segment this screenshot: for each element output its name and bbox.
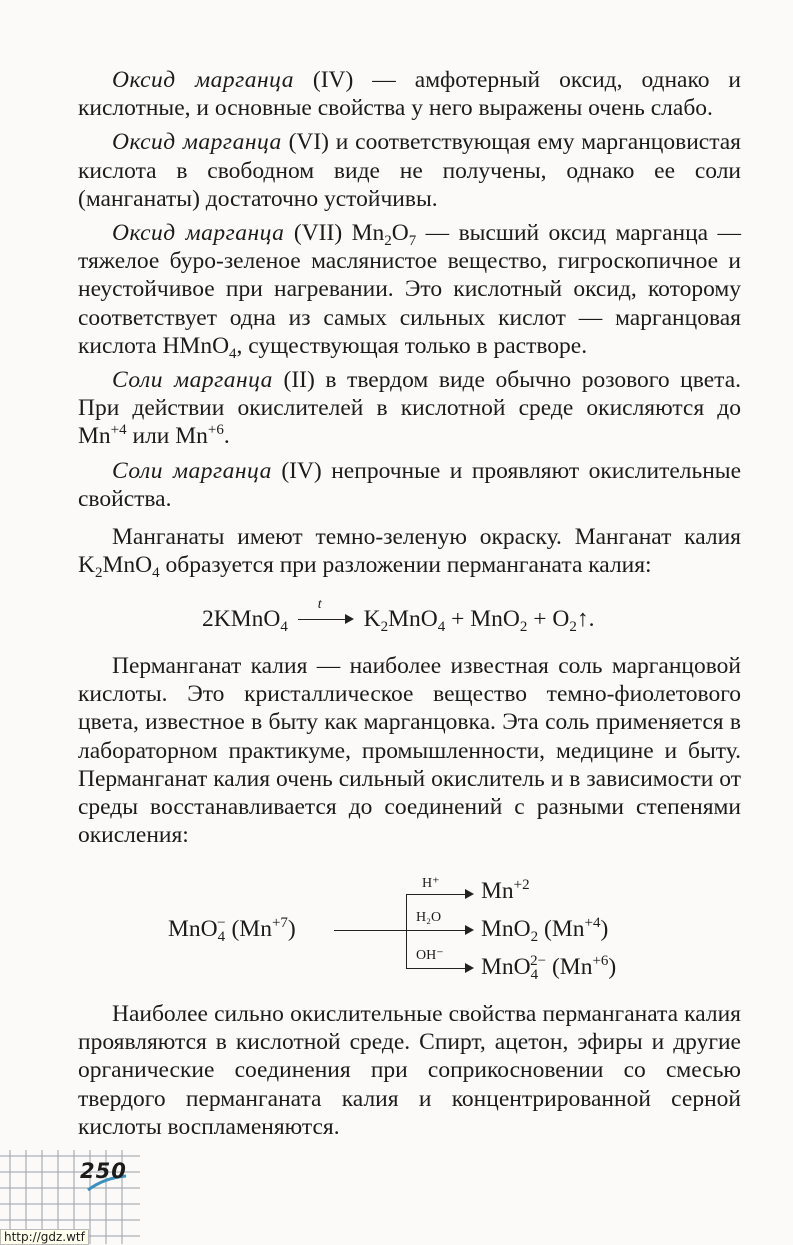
subscript: 4 bbox=[437, 619, 446, 635]
scheme-branch-vertical bbox=[406, 894, 407, 968]
formula: + O bbox=[527, 606, 570, 632]
superscript: − bbox=[217, 915, 226, 931]
formula: MnO bbox=[168, 916, 218, 942]
term: Оксид марганца bbox=[112, 220, 285, 247]
paragraph-text: Наиболее сильно окислительные свойства перманганата калия проявляются в кислотной среде. Спирт, ацетон, эфиры и другие органические соединения при соприкосновении со смесью твердого перманганата калия и концентрированной серной кислоты воспламеняются. bbox=[78, 1001, 741, 1140]
superscript: +4 bbox=[110, 422, 127, 439]
label-acidic: H⁺ bbox=[422, 876, 440, 891]
paragraph-mn-oxide-vii bbox=[78, 219, 741, 360]
paragraph-text: Манганаты имеют темно-зеленую окраску. Манганат калия K bbox=[78, 524, 741, 579]
subscript: 4 bbox=[280, 619, 288, 635]
formula: (Mn bbox=[225, 916, 272, 942]
paragraph-text: O bbox=[391, 220, 409, 247]
formula: MnO bbox=[481, 916, 531, 942]
subscript: 2 bbox=[519, 619, 528, 635]
text-block-bottom bbox=[78, 1000, 741, 1147]
text-block-middle bbox=[78, 652, 741, 855]
paragraph-text: (VI) и соответствующая ему марганцовистая кислота в свободном виде не получены, однако ее соли (манганаты) достаточно устойчивы. bbox=[78, 129, 741, 212]
formula: ) bbox=[287, 916, 296, 942]
page-number: 250 bbox=[80, 1159, 127, 1183]
formula: ) bbox=[608, 954, 617, 980]
scheme-branch-bottom bbox=[406, 968, 466, 969]
paragraph-text: (VII) Mn bbox=[284, 220, 385, 247]
term: Соли марганца bbox=[112, 367, 273, 394]
paragraph-text: . bbox=[223, 423, 230, 450]
arrow-head-icon bbox=[465, 925, 474, 935]
paragraph-mn-salts-iv bbox=[78, 457, 741, 513]
term: Соли марганца bbox=[112, 457, 272, 484]
subscript: 7 bbox=[408, 233, 417, 250]
formula: MnO bbox=[388, 606, 438, 632]
paragraph-mn-salts-ii bbox=[78, 366, 741, 451]
scheme-branch-middle bbox=[406, 930, 466, 931]
reaction-arrow bbox=[298, 597, 354, 626]
paragraph-text: , существующая только в растворе. bbox=[236, 332, 588, 359]
superscript: +6 bbox=[592, 953, 609, 969]
arrow-head-icon bbox=[345, 614, 354, 624]
formula: ) bbox=[600, 916, 609, 942]
paragraph-text: или Mn bbox=[126, 423, 208, 450]
subscript: 4 bbox=[229, 345, 237, 362]
paragraph-text: образуется при разложении перманганата калия: bbox=[159, 552, 652, 579]
formula: (Mn bbox=[538, 916, 585, 942]
term: Оксид марганца bbox=[112, 67, 294, 93]
superscript: +2 bbox=[513, 877, 530, 893]
subscript: 4 bbox=[217, 929, 226, 945]
superscript: 2− bbox=[530, 953, 547, 969]
label-basic: OH⁻ bbox=[416, 948, 444, 963]
superscript: +6 bbox=[207, 422, 224, 439]
paragraph-text: — высший оксид марганца — тяжелое буро-зеленое маслянистое вещество, гигроскопичное и неустойчивое при нагревании. Это кислотный оксид, которому соответствует одна из самых сильных кислот — марганцовая кислота HMnO bbox=[78, 220, 742, 359]
formula: + MnO bbox=[445, 606, 520, 632]
product-mno2 bbox=[481, 916, 608, 943]
scheme-branch-top bbox=[406, 894, 466, 895]
formula: 2KMnO bbox=[202, 606, 281, 632]
paragraph-text: (IV) — амфотерный оксид, однако и кислотные, и основные свойства у него выражены очень слабо. bbox=[78, 67, 741, 122]
paragraph-oxidizing-acidic bbox=[78, 1000, 741, 1141]
scheme-main-line bbox=[334, 930, 406, 931]
reduction-scheme bbox=[168, 872, 668, 982]
subscript: 2 bbox=[569, 619, 577, 635]
paragraph-mn-oxide-iv bbox=[78, 66, 741, 122]
text-block-top bbox=[78, 66, 741, 585]
paragraph-text: MnO bbox=[102, 552, 153, 579]
arrow-head-icon bbox=[465, 889, 474, 899]
arrow-head-icon bbox=[465, 963, 474, 973]
scheme-source bbox=[168, 916, 296, 943]
formula: (Mn bbox=[546, 954, 593, 980]
decomposition-equation bbox=[202, 597, 595, 635]
paragraph-manganates bbox=[78, 523, 741, 582]
paragraph-text: (IV) непрочные и проявляют окислительные свойства. bbox=[78, 457, 742, 512]
formula: Mn bbox=[481, 878, 514, 904]
paragraph-text: Перманганат калия — наиболее известная соль марганцовой кислоты. Это кристаллическое вещество темно-фиолетового цвета, известное в быту как марганцовка. Эта соль применяется в лабораторном практикуме, промышленности, медицине и быту. Перманганат калия очень сильный окислитель и в зависимости от среды восстанавливается до соединений с разными степенями окисления: bbox=[78, 653, 741, 849]
subscript: 4 bbox=[530, 967, 539, 983]
subscript: 2 bbox=[530, 929, 539, 945]
subscript: 2 bbox=[94, 565, 103, 582]
subscript: 2 bbox=[384, 233, 392, 250]
arrow-condition: t bbox=[317, 597, 322, 612]
subscript: 4 bbox=[152, 565, 160, 582]
arrow-shaft bbox=[298, 619, 348, 620]
paragraph-permanganate bbox=[78, 652, 741, 849]
formula: MnO bbox=[481, 954, 531, 980]
superscript: +7 bbox=[271, 915, 288, 931]
product-mno4-2 bbox=[481, 954, 616, 981]
paragraph-mn-oxide-vi bbox=[78, 128, 741, 213]
term: Оксид марганца bbox=[112, 129, 282, 156]
watermark-link[interactable]: http://gdz.wtf bbox=[0, 1229, 89, 1245]
superscript: +4 bbox=[584, 915, 601, 931]
formula: K bbox=[363, 606, 381, 632]
subscript: 2 bbox=[380, 619, 389, 635]
formula: ↑. bbox=[576, 606, 595, 632]
label-neutral: H₂O bbox=[416, 910, 442, 925]
product-mn2 bbox=[481, 878, 530, 905]
paragraph-text: (II) в твердом виде обычно розового цвета. При действии окислителей в кислотной среде окисляются до Mn bbox=[78, 367, 741, 450]
